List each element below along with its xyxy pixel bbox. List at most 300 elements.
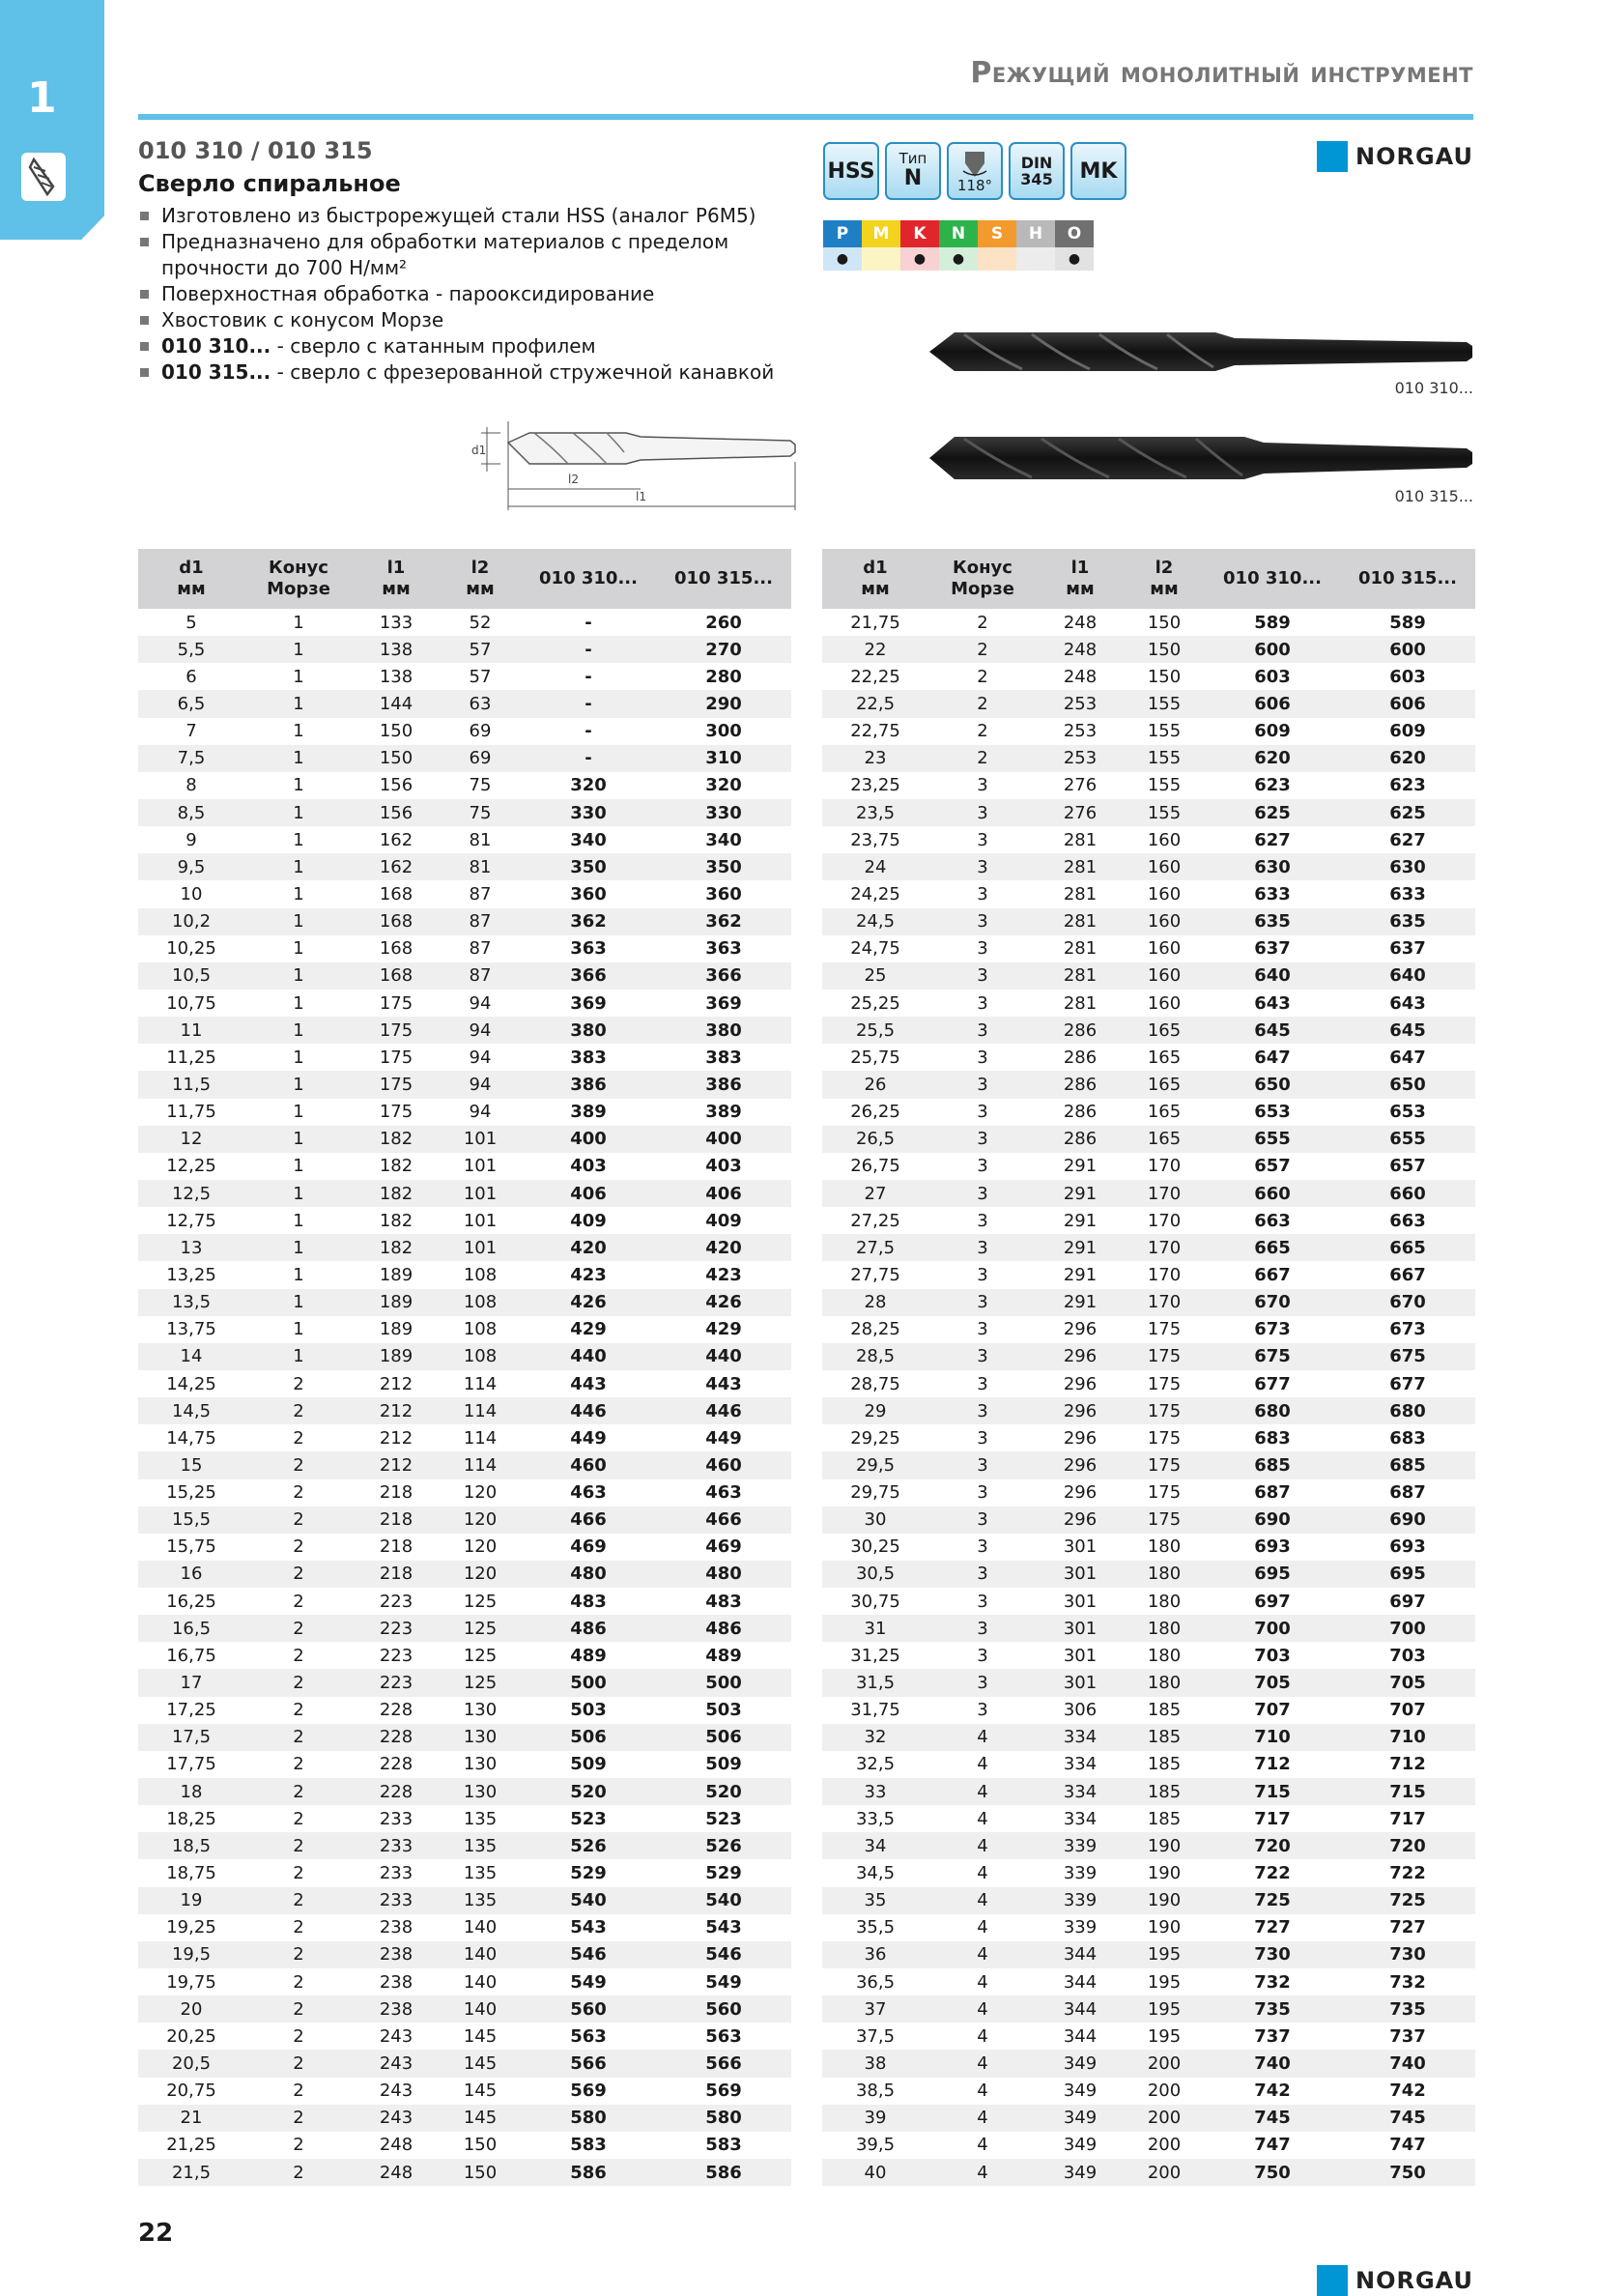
table-cell: 175 [379,992,414,1014]
table-cell: 627 [1254,829,1291,850]
table-cell: 606 [1205,690,1340,717]
table-cell: 543 [570,1917,607,1938]
table-cell: 13 [138,1234,244,1261]
table-row [822,880,1475,907]
table-cell: 189 [353,1343,440,1370]
table-cell: 625 [1340,799,1475,826]
table-cell: 383 [705,1047,742,1068]
table-row [138,636,791,663]
drill-icon [21,153,66,201]
table-row [822,1397,1475,1424]
table-cell: 87 [440,962,521,990]
table-cell: 18,75 [166,1863,216,1884]
table-cell: 150 [463,2135,498,2156]
table-cell: 712 [1254,1754,1291,1775]
table-cell: 18,25 [166,1808,216,1829]
material-column [900,220,939,271]
table-cell: 2 [293,1917,304,1938]
table-cell: 633 [1254,883,1291,904]
table-cell: 2 [977,721,988,742]
table-cell: 1 [244,1289,353,1316]
table-cell: 13,75 [166,1319,216,1340]
table-cell: 101 [440,1126,521,1153]
table-cell: 145 [440,2050,521,2077]
table-cell: 218 [353,1561,440,1588]
table-row [138,1234,791,1261]
table-row [822,1832,1475,1859]
table-cell: 291 [1063,1264,1098,1285]
table-cell: 1 [293,1102,304,1123]
table-cell: 19 [138,1887,244,1914]
table-cell: 2 [293,2025,304,2047]
table-row [822,1126,1475,1153]
table-cell: 301 [1037,1615,1124,1642]
table-cell: 334 [1063,1808,1098,1829]
column-header: 010 315... [1340,549,1475,609]
table-cell: 301 [1037,1669,1124,1696]
size-table-left [138,549,791,2186]
table-cell: 667 [1254,1264,1291,1285]
table-row [138,2023,791,2050]
table-cell: 1 [293,612,304,633]
table-cell: 745 [1205,2105,1340,2132]
table-cell: 281 [1037,853,1124,880]
table-cell: 655 [1205,1126,1340,1153]
type-badge: Тип N [885,142,941,200]
table-cell: 270 [656,636,791,663]
table-cell: 35 [822,1887,928,1914]
table-cell: 20,25 [166,2025,216,2047]
table-cell: 566 [521,2050,656,2077]
table-row [822,1017,1475,1044]
table-cell: 655 [1340,1126,1475,1153]
table-cell: 4 [928,1995,1037,2023]
table-cell: 1 [244,962,353,990]
table-cell: 27,5 [822,1234,928,1261]
table-row [822,1615,1475,1642]
table-cell: 3 [928,1343,1037,1370]
table-cell: 409 [570,1210,607,1231]
table-cell: 175 [1124,1507,1205,1534]
table-row [138,908,791,935]
table-cell: 440 [521,1343,656,1370]
table-row [138,990,791,1017]
table-cell: 160 [1124,908,1205,935]
table-row [822,1534,1475,1561]
table-cell: 620 [1340,745,1475,772]
table-cell: 233 [379,1863,414,1884]
table-cell: 429 [705,1319,742,1340]
table-cell: 483 [570,1591,607,1612]
table-cell: 623 [1254,775,1291,796]
product-codes: 010 310 / 010 315 [138,137,373,164]
table-cell: 37,5 [855,2025,896,2047]
table-row [822,2159,1475,2186]
table-cell: 469 [570,1536,607,1558]
page-number: 22 [138,2219,174,2248]
table-cell: 94 [440,1071,521,1098]
table-cell: 200 [1124,2050,1205,2077]
table-cell: 14,25 [166,1373,216,1394]
table-row [822,853,1475,880]
table-cell: 248 [1063,666,1098,687]
table-cell: 75 [469,775,492,796]
table-cell: 389 [570,1102,607,1123]
table-cell: 300 [705,721,742,742]
table-cell: 635 [1205,908,1340,935]
table-cell: 12,25 [166,1156,216,1177]
table-row [822,1507,1475,1534]
table-row [138,799,791,826]
table-cell: 526 [521,1832,656,1859]
table-cell: 212 [379,1427,414,1449]
table-cell: 1 [293,992,304,1014]
table-cell: 20 [138,1995,244,2023]
table-row [138,1316,791,1343]
table-cell: 195 [1147,2025,1182,2047]
table-cell: 2 [244,2050,353,2077]
table-cell: 14,75 [166,1427,216,1449]
table-row [138,1724,791,1751]
table-cell: 2 [293,1591,304,1612]
table-cell: 653 [1389,1102,1426,1123]
point-angle-badge: 118° [947,142,1003,200]
table-cell: 101 [463,1210,498,1231]
drill-tip-icon [955,150,994,179]
table-cell: 33 [822,1778,928,1805]
table-cell: 1 [293,938,304,960]
table-cell: 620 [1205,745,1340,772]
material-letter: H [1016,220,1055,247]
table-cell: 180 [1147,1536,1182,1558]
table-cell: - [521,690,656,717]
table-cell: 25,25 [850,992,900,1014]
table-cell: 650 [1205,1071,1340,1098]
table-cell: 29,75 [850,1482,900,1504]
table-cell: 630 [1205,853,1340,880]
table-row [822,1479,1475,1507]
table-row [138,1588,791,1615]
table-cell: 38 [822,2050,928,2077]
table-cell: 660 [1205,1180,1340,1207]
table-cell: 6,5 [138,690,244,717]
size-table-right [822,549,1475,2186]
table-cell: 10,75 [166,992,216,1014]
table-cell: 3 [977,1264,988,1285]
table-cell: 24 [822,853,928,880]
table-cell: 238 [353,1941,440,1968]
table-cell: 369 [570,992,607,1014]
table-cell: 9 [185,829,197,850]
material-applicability: ● [823,247,862,271]
table-cell: 243 [379,2025,414,2047]
table-row [822,2078,1475,2105]
table-cell: 3 [928,1289,1037,1316]
shank-badge: MK [1070,142,1126,200]
table-cell: 248 [353,2159,440,2186]
table-row [138,2078,791,2105]
table-cell: 369 [705,992,742,1014]
table-cell: 238 [353,1995,440,2023]
table-cell: 3 [928,1017,1037,1044]
table-cell: 670 [1205,1289,1340,1316]
table-cell: 685 [1205,1451,1340,1478]
table-cell: 339 [1037,1887,1124,1914]
table-cell: 732 [1254,1971,1291,1993]
table-row [822,1697,1475,1724]
table-cell: 200 [1147,2135,1182,2156]
table-cell: 630 [1340,853,1475,880]
table-row [138,1017,791,1044]
table-cell: 643 [1389,992,1426,1014]
table-cell: 3 [977,829,988,850]
table-cell: 165 [1124,1017,1205,1044]
table-cell: 233 [353,1832,440,1859]
table-cell: 3 [977,1102,988,1123]
table-row [138,1887,791,1914]
table-cell: 140 [440,1995,521,2023]
table-cell: 3 [928,1561,1037,1588]
table-cell: 526 [656,1832,791,1859]
table-cell: 609 [1254,721,1291,742]
table-cell: 549 [705,1971,742,1993]
table-cell: 160 [1124,962,1205,990]
table-cell: 503 [570,1700,607,1721]
table-cell: 31,75 [850,1700,900,1721]
table-cell: 22,25 [850,666,900,687]
table-row [138,1099,791,1126]
table-cell: - [585,666,592,687]
table-cell: 705 [1340,1669,1475,1696]
table-cell: 2 [928,745,1037,772]
table-cell: 1 [293,666,304,687]
table-cell: 175 [379,1102,414,1123]
table-row [822,2023,1475,2050]
table-cell: 200 [1147,2081,1182,2102]
table-cell: 243 [379,2081,414,2102]
table-cell: 697 [1254,1591,1291,1612]
d1-label: d1 [471,444,487,457]
table-cell: 409 [705,1210,742,1231]
table-cell: 25,75 [850,1047,900,1068]
table-cell: 4 [928,1887,1037,1914]
table-cell: 690 [1340,1507,1475,1534]
table-cell: 339 [1063,1917,1098,1938]
table-cell: 94 [440,1017,521,1044]
table-cell: 223 [353,1669,440,1696]
table-cell: 710 [1340,1724,1475,1751]
table-cell: 291 [1037,1234,1124,1261]
table-cell: 633 [1389,883,1426,904]
table-cell: 460 [521,1451,656,1478]
table-row [138,1968,791,1995]
table-cell: 732 [1389,1971,1426,1993]
table-cell: 185 [1147,1754,1182,1775]
table-cell: 175 [1147,1427,1182,1449]
table-cell: 695 [1340,1561,1475,1588]
table-row [138,880,791,907]
table-cell: 22,75 [850,721,900,742]
table-cell: 350 [656,853,791,880]
table-cell: 339 [1063,1863,1098,1884]
table-cell: 175 [1147,1319,1182,1340]
table-cell: 296 [1063,1482,1098,1504]
table-cell: 3 [928,1451,1037,1478]
table-cell: 320 [570,775,607,796]
table-row [822,745,1475,772]
table-cell: 350 [521,853,656,880]
table-cell: 449 [570,1427,607,1449]
table-row [822,1261,1475,1288]
table-cell: 583 [570,2135,607,2156]
table-row [822,1805,1475,1832]
table-cell: 120 [463,1536,498,1558]
photo-label-315: 010 315... [1394,487,1473,505]
table-cell: 363 [570,938,607,960]
table-cell: 663 [1254,1210,1291,1231]
table-cell: 108 [463,1264,498,1285]
material-letter: M [862,220,900,247]
material-applicability [862,247,900,271]
table-row [138,1451,791,1478]
table-cell: 735 [1340,1995,1475,2023]
table-cell: 180 [1124,1615,1205,1642]
table-cell: 291 [1063,1210,1098,1231]
table-cell: 727 [1389,1917,1426,1938]
table-cell: 212 [353,1397,440,1424]
table-cell: 276 [1063,775,1098,796]
table-cell: 26 [822,1071,928,1098]
table-cell: 693 [1254,1536,1291,1558]
table-cell: 130 [463,1754,498,1775]
table-cell: 16,75 [166,1645,216,1666]
table-cell: 1 [244,636,353,663]
table-cell: 301 [1063,1536,1098,1558]
table-row [138,772,791,799]
table-cell: - [585,612,592,633]
table-cell: 150 [1147,666,1182,687]
table-row [822,1099,1475,1126]
table-cell: 360 [570,883,607,904]
table-cell: 663 [1389,1210,1426,1231]
table-cell: 3 [928,1397,1037,1424]
table-cell: 1 [293,1156,304,1177]
table-cell: 344 [1037,1995,1124,2023]
table-cell: 330 [521,799,656,826]
table-cell: 101 [440,1234,521,1261]
drill-photo-310 [926,317,1476,385]
table-cell: 135 [440,1832,521,1859]
table-cell: 17,5 [138,1724,244,1751]
table-row [822,962,1475,990]
table-cell: 380 [656,1017,791,1044]
table-cell: 3 [928,799,1037,826]
table-row [138,1424,791,1451]
table-cell: 2 [244,1451,353,1478]
column-header: Конус Морзе [928,549,1037,609]
logo-square-icon [1317,2265,1348,2296]
table-cell: 114 [463,1373,498,1394]
table-cell: 301 [1063,1645,1098,1666]
material-letter: O [1055,220,1094,247]
table-cell: 120 [440,1507,521,1534]
table-cell: 563 [705,2025,742,2047]
table-cell: 586 [656,2159,791,2186]
table-cell: 683 [1389,1427,1426,1449]
table-cell: 281 [1063,829,1098,850]
table-cell: 15,75 [166,1536,216,1558]
table-cell: 52 [469,612,492,633]
table-cell: 717 [1254,1808,1291,1829]
table-cell: 730 [1205,1941,1340,1968]
table-cell: 19,5 [138,1941,244,1968]
table-cell: 650 [1340,1071,1475,1098]
table-cell: 426 [521,1289,656,1316]
table-cell: 340 [705,829,742,850]
table-cell: 1 [293,1047,304,1068]
table-cell: - [521,745,656,772]
table-row [138,718,791,745]
table-cell: 705 [1205,1669,1340,1696]
table-cell: 717 [1389,1808,1426,1829]
table-cell: 233 [379,1808,414,1829]
table-cell: 2 [293,1808,304,1829]
table-cell: 280 [705,666,742,687]
table-cell: 165 [1147,1102,1182,1123]
table-cell: 223 [353,1615,440,1642]
table-cell: 15 [138,1451,244,1478]
table-cell: 1 [293,829,304,850]
table-cell: 2 [293,1645,304,1666]
table-cell: 12,5 [138,1180,244,1207]
table-row [138,1397,791,1424]
table-cell: 25,5 [822,1017,928,1044]
table-cell: 2 [244,1941,353,1968]
table-cell: 63 [440,690,521,717]
table-cell: 189 [379,1264,414,1285]
table-cell: 720 [1205,1832,1340,1859]
table-cell: 168 [353,962,440,990]
table-cell: 747 [1254,2135,1291,2156]
table-cell: 182 [353,1126,440,1153]
table-row [822,1451,1475,1478]
table-cell: 155 [1147,721,1182,742]
table-cell: 4 [928,1724,1037,1751]
table-cell: 637 [1389,938,1426,960]
column-header: Конус Морзе [244,549,353,609]
table-cell: 735 [1205,1995,1340,2023]
table-cell: 730 [1340,1941,1475,1968]
table-cell: 94 [469,1047,492,1068]
table-cell: 120 [463,1482,498,1504]
table-cell: 503 [705,1700,742,1721]
table-cell: 286 [1037,1017,1124,1044]
table-cell: 334 [1037,1724,1124,1751]
table-cell: 446 [521,1397,656,1424]
table-cell: 742 [1389,2081,1426,2102]
table-cell: 182 [379,1156,414,1177]
table-cell: 693 [1389,1536,1426,1558]
table-row [822,1859,1475,1886]
table-cell: 4 [977,1808,988,1829]
table-cell: 627 [1389,829,1426,850]
table-cell: 2 [293,1427,304,1449]
table-cell: 640 [1205,962,1340,990]
table-cell: 2 [244,2159,353,2186]
table-cell: 23 [822,745,928,772]
table-cell: 248 [1037,636,1124,663]
table-cell: 156 [353,799,440,826]
